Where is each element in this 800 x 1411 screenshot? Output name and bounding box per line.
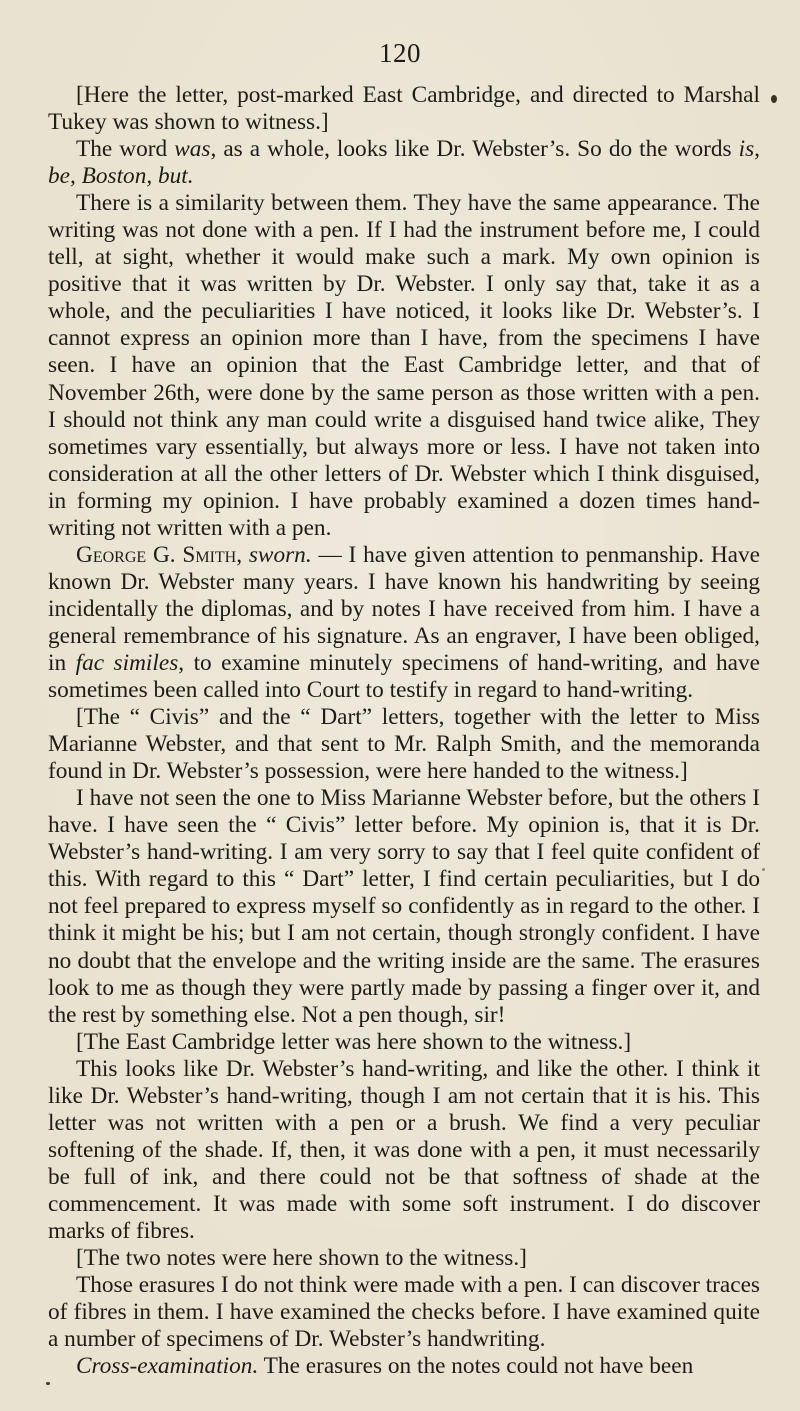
paragraph-word-comparison	[48, 136, 760, 190]
page-number: 120	[379, 38, 421, 68]
bracket-note-letter-shown: [Here the letter, post-marked East Cambridge, and directed to Marshal Tukey was shown to witness.]	[48, 82, 760, 136]
paragraph-similarity-opinion: There is a similarity between them. They have the same appearance. The writing was not done with a pen. If I had the instrument before me, I could tell, at sight, whether it would make such a mark. My own opinion is positive that it was written by Dr. Webster. I only say that, take it as a whole, and the peculiarities I have noticed, it looks like Dr. Webster’s. I cannot express an opinion more than I have, from the specimens I have seen. I have an opinion that the East Cambridge letter, and that of November 26th, were done by the same person as those written with a pen. I should not think any man could write a disguised hand twice alike, They sometimes vary essentially, but always more or less. I have not taken into consideration at all the other letters of Dr. Webster which I think disguised, in forming my opinion. I have probably examined a dozen times hand-writing not written with a pen.	[48, 190, 760, 541]
body-text	[48, 82, 760, 1380]
text-run: — I have given attention to penmanship. Have known Dr. Webster many years. I have known his handwriting by seeing incidentally the diplomas, and by notes I have received from him. I have a general remembrance of his signature. As an engraver, I have been obliged, in	[48, 541, 760, 676]
italic-fac-similes: fac similes	[75, 649, 179, 676]
italic-words: is, be, Boston, but.	[48, 136, 761, 190]
text-run: , to examine minutely specimens of hand-writing, and have sometimes been called into Court to testify in regard to hand-writing.	[48, 649, 760, 704]
italic-cross-examination: Cross-examination.	[76, 1353, 259, 1380]
bracket-note-east-cambridge: [The East Cambridge letter was here shown to the witness.]	[76, 1028, 632, 1055]
paragraph-cross-examination	[48, 1353, 760, 1380]
text-run: The erasures on the notes could not have been	[258, 1353, 694, 1380]
text-run: ,	[236, 541, 249, 568]
bracket-note-two-notes: [The two notes were here shown to the witness.]	[76, 1245, 527, 1272]
italic-word: was	[174, 136, 211, 163]
witness-name: George G. Smith	[76, 541, 237, 568]
paragraph-east-cambridge-opinion: This looks like Dr. Webster’s hand-writing, and like the other. I think it like Dr. Webster’s hand-writing, though I am not certain that it is his. This letter was not written with a pen or a brush. We find a very peculiar softening of the shade. If, then, it was done with a pen, it must necessarily be full of ink, and there could not be that softness of shade at the commencement. It was made with some soft instrument. I do discover marks of fibres.	[48, 1055, 760, 1244]
text-run: , as a whole, looks like Dr. Webster’s. So do the words	[210, 136, 739, 163]
paragraph-civis-dart-opinion: I have not seen the one to Miss Marianne Webster before, but the others I have. I have seen the “ Civis” letter before. My opinion is, that it is Dr. Webster’s hand-writing. I am very sorry to say that I feel quite confident of this. With regard to this “ Dart” letter, I find certain peculiarities, but I do not feel prepared to express myself so confidently as in regard to the other. I think it might be his; but I am not certain, though strongly confident. I have no doubt that the envelope and the writing inside are the same. The erasures look to me as though they were partly made by passing a finger over it, and the rest by something else. Not a pen though, sir!	[48, 785, 760, 1028]
ink-speck	[771, 95, 777, 103]
ink-speck	[762, 868, 765, 871]
text-run: The word	[76, 136, 175, 163]
paragraph-erasures: Those erasures I do not think were made with a pen. I can discover traces of fibres in them. I have examined the checks before. I have examined quite a number of specimens of Dr. Webster’s handwriting.	[48, 1272, 760, 1353]
italic-sworn: sworn.	[248, 541, 312, 568]
paragraph-george-smith-testimony	[48, 542, 760, 704]
bracket-note-letters-handed: [The “ Civis” and the “ Dart” letters, together with the letter to Miss Marianne Webster, and that sent to Mr. Ralph Smith, and the memoranda found in Dr. Webster’s possession, were here handed to the witness.]	[48, 704, 760, 785]
ink-speck	[46, 1382, 50, 1385]
